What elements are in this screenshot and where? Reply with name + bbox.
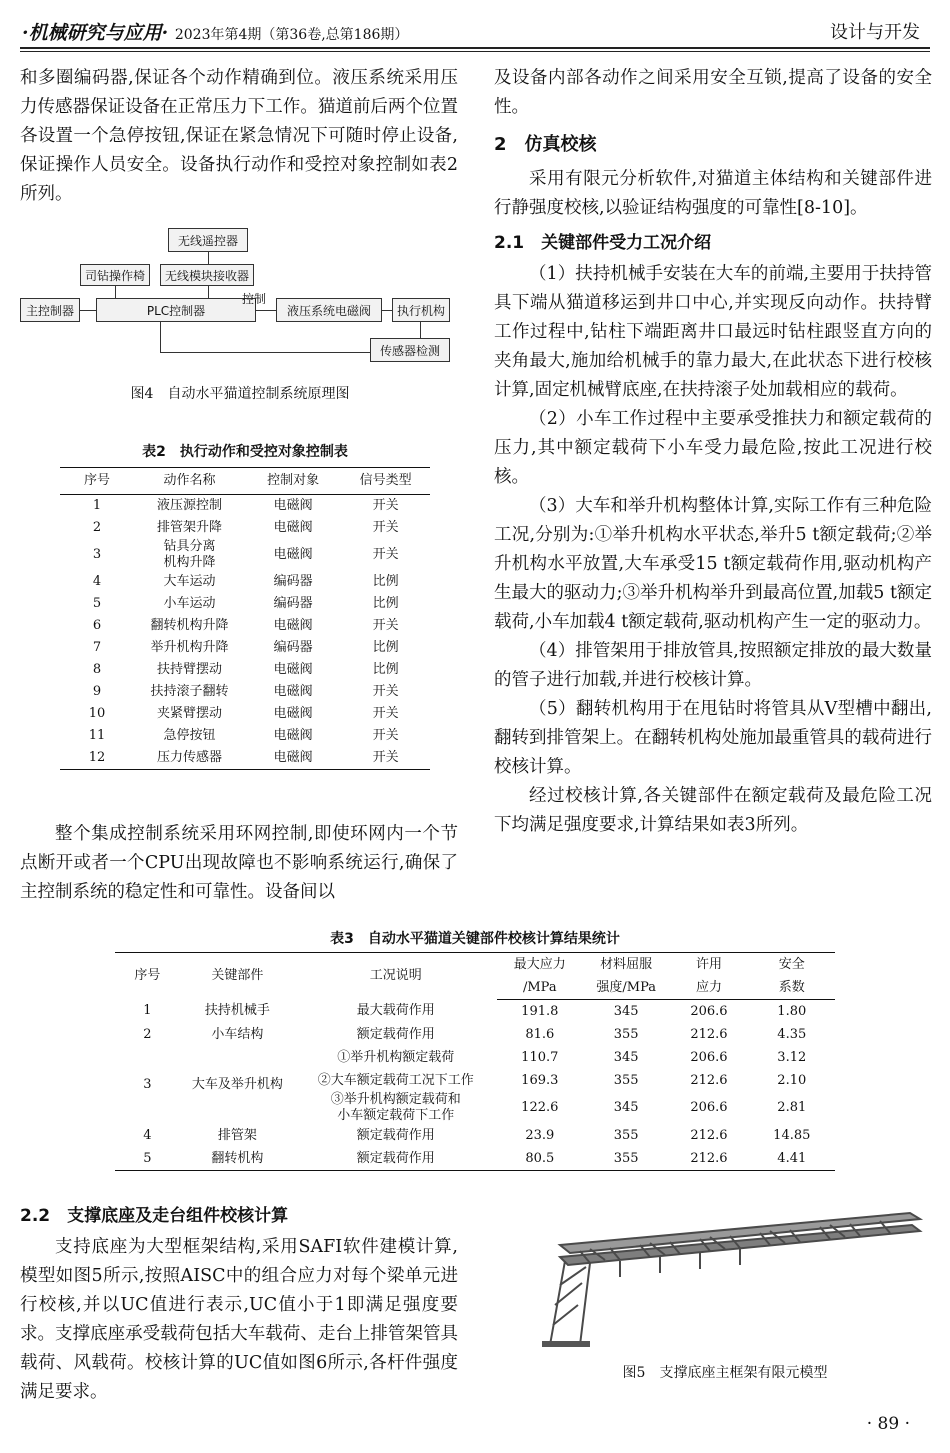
table-row	[60, 495, 430, 518]
table-cell: 12	[60, 747, 134, 770]
table-cell: 电磁阀	[273, 547, 313, 562]
control-label: 控制	[242, 292, 267, 306]
table-cell: 电磁阀	[273, 520, 313, 535]
table-row	[60, 725, 430, 747]
table-cell: 206.6	[690, 1003, 728, 1019]
header-rule-thin	[20, 51, 930, 52]
table-cell: 8	[92, 662, 102, 677]
table-cell: 排管架	[217, 1127, 257, 1143]
table-row	[115, 1147, 835, 1171]
table-2-header-cell: 动作名称	[134, 468, 245, 495]
table-cell: 5	[92, 596, 102, 611]
table-2-caption: 表2 执行动作和受控对象控制表	[142, 444, 348, 460]
table-cell: 电磁阀	[273, 728, 313, 743]
table-2-header-cell: 信号类型	[341, 468, 430, 495]
table-cell: 大车及举升机构	[191, 1077, 283, 1092]
table-cell: 液压源控制	[156, 498, 222, 513]
table-cell: 355	[613, 1127, 639, 1143]
wireless-remote-box: 无线遥控器	[168, 228, 248, 252]
table-cell: 开关	[372, 498, 399, 513]
table-cell: 345	[613, 1003, 639, 1019]
table-cell: 2.81	[777, 1100, 807, 1115]
table-cell: 开关	[372, 618, 399, 633]
table-cell: 355	[613, 1072, 639, 1088]
table-cell: 钻具分离 机构升降	[163, 539, 216, 570]
table-cell: 191.8	[521, 1003, 559, 1019]
right-column	[494, 64, 932, 840]
table-2-header-cell: 控制对象	[245, 468, 341, 495]
table-row	[60, 747, 430, 770]
table-row	[60, 615, 430, 637]
section-label: 设计与开发	[830, 22, 920, 43]
paragraph: （1）扶持机械手安装在大车的前端,主要用于扶持管具下端从猫道移运到井口中心,并实现反向动作。扶持臂工作过程中,钻柱下端距离井口最远时钻柱跟竖直方向的夹角最大,施加给机械手的靠力最大,在此状态下进行校核计算,固定机械臂底座,在扶持滚子处加载相应的载荷。	[494, 264, 932, 400]
table-cell: ②大车额定载荷工况下工作	[317, 1072, 474, 1088]
table-row	[60, 703, 430, 725]
table-3-header-cell: 许用	[669, 953, 748, 977]
table-cell: 比例	[372, 574, 399, 589]
table-cell: 110.7	[521, 1049, 559, 1065]
table-cell: 比例	[372, 662, 399, 677]
table-row	[60, 593, 430, 615]
paragraph: （2）小车工作过程中主要承受推扶力和额定载荷的压力,其中额定载荷下小车受力最危险,按此工况进行校核。	[494, 409, 932, 487]
table-cell: 开关	[341, 747, 430, 770]
table-cell: 开关	[372, 520, 399, 535]
table-cell: 小车运动	[163, 596, 216, 611]
table-cell: 212.6	[669, 1147, 748, 1171]
figure-5-caption: 图5 支撑底座主框架有限元模型	[622, 1365, 828, 1381]
table-cell: 14.85	[773, 1127, 811, 1143]
section-2-1-heading: 2.1 关键部件受力工况介绍	[494, 233, 712, 253]
paragraph: 整个集成控制系统采用环网控制,即使环网内一个节点断开或者一个CPU出现故障也不影响系统运行,确保了主控制系统的稳定性和可靠性。设备间以	[20, 824, 458, 902]
sensor-box: 传感器检测	[370, 338, 450, 362]
table-cell: 4.41	[749, 1147, 835, 1171]
table-3	[115, 952, 835, 1171]
hydraulic-valve-box: 液压系统电磁阀	[276, 298, 382, 322]
table-cell: 122.6	[521, 1100, 559, 1115]
table-row	[115, 1000, 835, 1024]
page-number: · 89 ·	[866, 1414, 910, 1434]
table-cell: 最大载荷作用	[356, 1003, 435, 1019]
table-cell: 急停按钮	[163, 728, 216, 743]
table-cell: 开关	[372, 728, 399, 743]
table-cell: 1	[143, 1003, 152, 1019]
wireless-receiver-box: 无线模块接收器	[160, 264, 254, 286]
table-cell: 编码器	[273, 574, 313, 589]
table-3-header-cell: 应力	[669, 976, 748, 1000]
table-cell: ③举升机构额定载荷和 小车额定载荷下工作	[330, 1092, 461, 1123]
table-row	[60, 517, 430, 539]
table-cell: 9	[92, 684, 102, 699]
table-cell: 345	[613, 1049, 639, 1065]
table-cell: 编码器	[273, 640, 313, 655]
figure-5-fem-model	[520, 1205, 930, 1350]
table-3-caption: 表3 自动水平猫道关键部件校核计算结果统计	[330, 931, 620, 947]
table-3-header-cell: 关键部件	[180, 953, 295, 1000]
table-cell: 电磁阀	[273, 684, 313, 699]
paragraph: （3）大车和举升机构整体计算,实际工作有三种危险工况,分别为:①举升机构水平状态,举升5 t额定载荷;②举升机构水平放置,大车承受15 t额定载荷作用,驱动机构产生最大的驱动力;③举升机构举升到最高位置,加载5 t额定载荷,小车加载4 t额定载荷,驱动机构产生一定的驱动力。	[494, 496, 932, 632]
table-cell: 2	[143, 1026, 152, 1042]
table-cell: 212.6	[690, 1127, 728, 1143]
table-cell: 355	[583, 1147, 669, 1171]
table-cell: 压力传感器	[134, 747, 245, 770]
table-cell: 4	[92, 574, 102, 589]
paragraph: 和多圈编码器,保证各个动作精确到位。液压系统采用压力传感器保证设备在正常压力下工作。猫道前后两个位置各设置一个急停按钮,保证在紧急情况下可随时停止设备,保证操作人员安全。设备执行动作和受控对象控制如表2所列。	[20, 68, 458, 204]
table-cell: 212.6	[690, 1072, 728, 1088]
table-cell: 比例	[372, 640, 399, 655]
table-cell: 比例	[372, 596, 399, 611]
truss-model-image	[520, 1205, 930, 1350]
actuator-box: 执行机构	[392, 298, 450, 322]
paragraph: （4）排管架用于排放管具,按照额定排放的最大数量的管子进行加载,并进行校核计算。	[494, 641, 932, 690]
control-diagram	[20, 222, 460, 372]
journal-name: ·机械研究与应用·	[22, 22, 169, 44]
table-cell: 3.12	[777, 1049, 807, 1065]
table-cell: 翻转机构升降	[150, 618, 229, 633]
table-cell: 额定载荷作用	[356, 1127, 435, 1143]
section-2-2	[20, 1202, 458, 1407]
main-controller-box: 主控制器	[20, 298, 80, 322]
table-cell: 电磁阀	[245, 747, 341, 770]
figure-4-caption: 图4 自动水平猫道控制系统原理图	[130, 386, 350, 402]
table-cell: 4	[143, 1127, 152, 1143]
table-cell: 开关	[372, 706, 399, 721]
table-row	[60, 571, 430, 593]
table-cell: 169.3	[521, 1072, 559, 1088]
table-cell: 额定载荷作用	[356, 1026, 435, 1042]
table-row	[60, 681, 430, 703]
table-cell: 开关	[372, 684, 399, 699]
plc-controller-box: PLC控制器	[96, 298, 256, 322]
table-row	[115, 1023, 835, 1046]
table-cell: 212.6	[690, 1026, 728, 1042]
table-cell: 1	[92, 498, 102, 513]
table-cell: 扶持滚子翻转	[150, 684, 229, 699]
table-row	[60, 539, 430, 571]
table-3-header-cell: 工况说明	[295, 953, 497, 1000]
table-cell: 7	[92, 640, 102, 655]
table-cell: ①举升机构额定载荷	[337, 1049, 455, 1065]
table-cell: 11	[88, 728, 106, 743]
table-cell: 排管架升降	[156, 520, 222, 535]
table-3-header-cell: 系数	[749, 976, 835, 1000]
paragraph: 及设备内部各动作之间采用安全互锁,提高了设备的安全性。	[494, 68, 932, 117]
table-cell: 2.10	[777, 1072, 807, 1088]
table-3-header-cell: 强度/MPa	[583, 976, 669, 1000]
table-cell: 电磁阀	[273, 706, 313, 721]
table-cell: 5	[115, 1147, 180, 1171]
table-cell: 开关	[372, 547, 399, 562]
table-cell: 扶持臂摆动	[156, 662, 222, 677]
paragraph: 采用有限元分析软件,对猫道主体结构和关键部件进行静强度校核,以验证结构强度的可靠性[8-10]。	[494, 169, 932, 218]
table-row	[60, 659, 430, 681]
paragraph: 经过校核计算,各关键部件在额定载荷及最危险工况下均满足强度要求,计算结果如表3所列。	[494, 786, 932, 835]
table-cell: 3	[92, 547, 102, 562]
table-cell: 4.35	[777, 1026, 807, 1042]
table-cell: 电磁阀	[273, 618, 313, 633]
table-cell: 大车运动	[163, 574, 216, 589]
issue-info: 2023年第4期（第36卷,总第186期）	[174, 27, 409, 43]
table-row	[115, 1046, 835, 1069]
journal-header	[22, 18, 408, 45]
section-2-2-heading: 2.2 支撑底座及走台组件校核计算	[20, 1206, 289, 1226]
table-cell: 1.80	[777, 1003, 807, 1019]
table-cell: 翻转机构	[180, 1147, 295, 1171]
left-column-top	[20, 64, 458, 209]
table-3-header-cell: 安全	[749, 953, 835, 977]
table-2-header-cell: 序号	[60, 468, 134, 495]
table-cell: 电磁阀	[273, 498, 313, 513]
table-row	[115, 1124, 835, 1147]
table-cell: 举升机构升降	[150, 640, 229, 655]
table-cell: 6	[92, 618, 102, 633]
driller-seat-box: 司钻操作椅	[80, 264, 150, 286]
table-3-header-cell: 最大应力	[497, 953, 583, 977]
table-cell: 2	[92, 520, 102, 535]
paragraph: （5）翻转机构用于在甩钻时将管具从V型槽中翻出,翻转到排管架上。在翻转机构处施加最重管具的载荷进行校核计算。	[494, 699, 932, 777]
table-cell: 23.9	[525, 1127, 555, 1143]
table-cell: 额定载荷作用	[295, 1147, 497, 1171]
table-cell: 3	[143, 1077, 152, 1092]
table-cell: 夹紧臂摆动	[156, 706, 222, 721]
header-rule	[20, 47, 930, 49]
table-cell: 10	[88, 706, 106, 721]
table-cell: 345	[613, 1100, 639, 1115]
table-cell: 扶持机械手	[204, 1003, 270, 1019]
section-2-heading: 2 仿真校核	[494, 134, 597, 155]
table-3-header-cell: 材料屈服	[583, 953, 669, 977]
table-row	[60, 637, 430, 659]
left-column-bottom	[20, 820, 458, 907]
paragraph: 支持底座为大型框架结构,采用SAFI软件建模计算,模型如图5所示,按照AISC中的组合应力对每个梁单元进行校核,并以UC值进行表示,UC值小于1即满足强度要求。支撑底座承受载荷包括大车载荷、走台上排管架管具载荷、风载荷。校核计算的UC值如图6所示,各杆件强度满足要求。	[20, 1237, 458, 1402]
table-cell: 355	[613, 1026, 639, 1042]
table-cell: 编码器	[273, 596, 313, 611]
table-3-header-cell: /MPa	[497, 976, 583, 1000]
table-3-header-cell: 序号	[115, 953, 180, 1000]
table-cell: 81.6	[525, 1026, 555, 1042]
table-2	[60, 467, 430, 770]
table-cell: 206.6	[690, 1100, 728, 1115]
table-cell: 电磁阀	[273, 662, 313, 677]
table-cell: 小车结构	[211, 1026, 264, 1042]
table-cell: 80.5	[497, 1147, 583, 1171]
table-cell: 206.6	[690, 1049, 728, 1065]
